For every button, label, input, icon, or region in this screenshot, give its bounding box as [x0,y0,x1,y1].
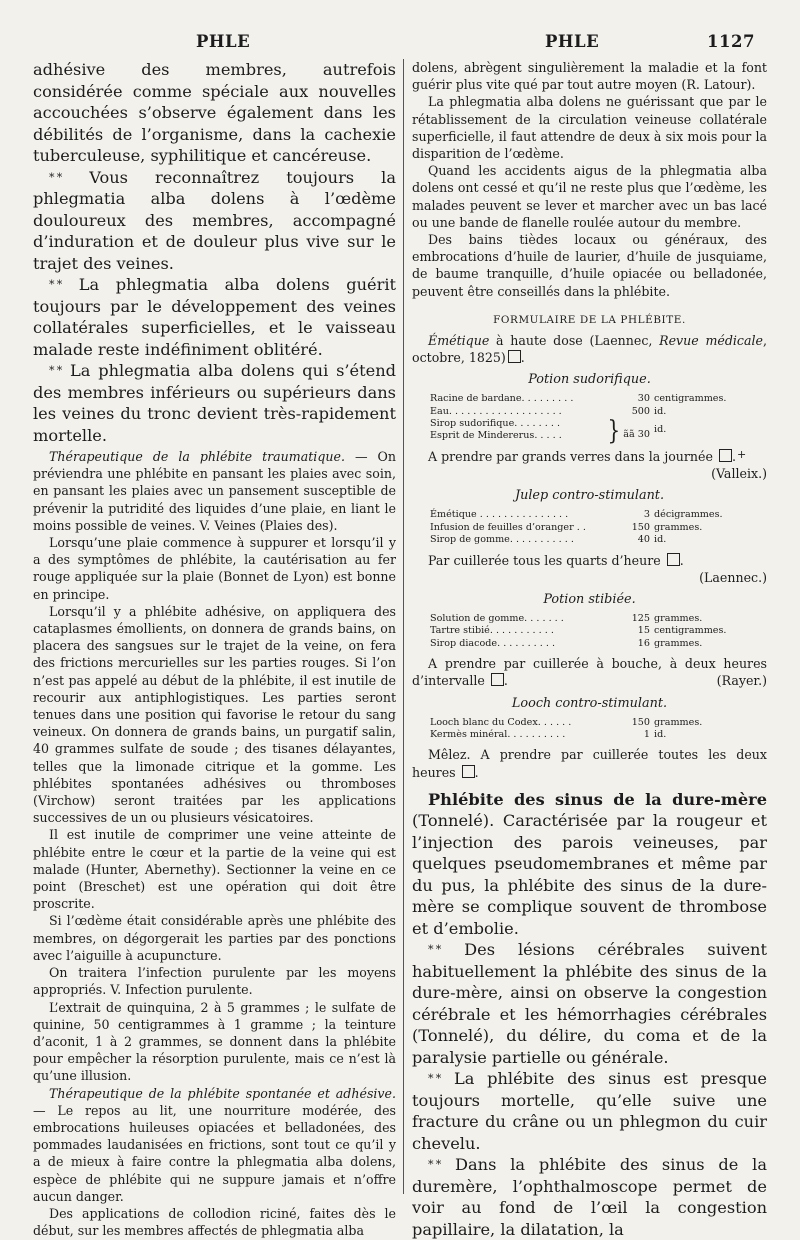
paragraph: adhésive des membres, autrefois considérée comme spéciale aux nouvelles accouchées s’observe également dans les débilités de l’organisme, dans la cachexie tuberculeuse, syphilitique et cancéreuse. [33,60,396,165]
right-column [412,59,767,1240]
paragraph: Thérapeutique de la phlébite traumatique. — On préviendra une phlébite en pansant les plaies avec soin, en pansant les plaies avec un pansement susceptible de prévenir la putridité des liquides d’une plaie, en liant le moins possible de veines. V. Veines (Plaies des). [33,449,396,533]
recipe-row: Esprit de Mindererus. . . . . [430,430,562,442]
paragraph: Lorsqu’il y a phlébite adhésive, on appliquera des cataplasmes émollients, on donnera de grands bains, on placera des sangsues sur le trajet de la veine, on fera des frictions mercurielles sur les parties rouges. Si l’on n’est pas appelé au début de la phlébite, il est inutile de recourir aux antiphlogistiques. Les parties seront tenues dans une position qui favorise le retour du sang veineux. On donnera de grands bains, un purgatif salin, 40 grammes sulfate de soude ; des tisanes délayantes, telles que la limonade citrique et la gomme. Les phlébites spontanées adhésives ou thromboses (Virchow) seront traitées par les applications successives de un ou plusieurs vésicatoires. [33,603,396,826]
formulary-heading: FORMULAIRE DE LA PHLÉBITE. [493,313,686,326]
paragraph: La phlegmatia alba dolens ne guérissant que par le rétablissement de la circulation veineuse collatérale superficielle, il faut attendre de deux à six mois pour la disparition de l’œdème. [412,94,767,162]
paragraph: * * Des lésions cérébrales suivent habituellement la phlébite des sinus de la dure-mère, ainsi on observe la congestion cérébrale et les hémorrhagies cérébrales (Tonnelé), du délire, du coma et de la paralysie partielle ou générale. [412,940,767,1067]
right-large-text [412,789,767,1240]
paragraph: * * Vous reconnaîtrez toujours la phlegmatia alba dolens à l’œdème douloureux des membres, accompagné d’induration et de douleur plus vive sur le trajet des veines. [33,167,396,273]
paragraph: Des bains tièdes locaux ou généraux, des embrocations d’huile de laurier, d’huile de jusquiame, de baume tranquille, d’huile opiacée ou belladonée, peuvent être conseillés dans la phlébite. [412,232,767,299]
recipe-row: Looch blanc du Codex. . . . . . 150 grammes. [430,716,703,728]
paragraph: * * La phlegmatia alba dolens qui s’étend des membres inférieurs ou supérieurs dans les veines du tronc devient très-rapidement mortelle. [33,361,396,445]
paragraph: Lorsqu’une plaie commence à suppurer et lorsqu’il y a des symptômes de phlébite, la cautérisation au fer rouge appliquée sur la plaie (Bonnet de Lyon) est bonne en principe. [33,535,396,602]
checkbox-glyph [462,765,475,778]
checkbox-glyph [508,350,521,363]
citation: (Valleix.) [711,466,767,482]
left-large-text [33,59,396,446]
asterism: * * [428,1158,442,1172]
paragraph: * * La phlegmatia alba dolens guérit toujours par le développement des veines collatérales superficielles, et le vaisseau malade reste indéfiniment oblitéré. [33,275,396,359]
plus-box-glyph [719,449,732,462]
recipe-row: Sirop diacode. . . . . . . . . . 16 grammes. [430,637,703,649]
paragraph: On traitera l’infection purulente par les moyens appropriés. V. Infection purulente. [33,965,396,998]
right-small-text [412,59,767,781]
recipe-row: Eau. . . . . . . . . . . . . . . . . . . 500 id. [430,405,667,417]
checkbox-glyph [667,553,680,566]
recipe-table [430,509,750,546]
column-divider [403,59,404,1194]
running-head [0,32,800,56]
recipe-table [430,717,750,742]
recipe-title: Looch contro-stimulant. [511,695,668,711]
paragraph: dolens, abrègent singulièrement la maladie et la font guérir plus vite qué par tout autre moyen (R. Latour). [412,60,767,93]
citation: (Laennec.) [699,569,767,585]
paragraph: Si l’œdème était considérable après une phlébite des membres, on dégorgerait les parties par des ponctions avec l’aiguille à acupuncture. [33,913,396,963]
recipe-row: Sirop de gomme. . . . . . . . . . . 40 id. [430,534,667,546]
asterism: * * [49,278,63,291]
paragraph: * * La phlébite des sinus est presque toujours mortelle, qu’elle suive une fracture du crâne ou un phlegmon du cuir chevelu. [412,1069,767,1153]
section-title: Thérapeutique de la phlébite traumatique. [49,449,345,464]
paragraph: Phlébite des sinus de la dure-mère (Tonnelé). Caractérisée par la rougeur et l’injection des parois veineuses, par quelques pseudomembranes et même par du pus, la phlébite des sinus de la dure-mère se complique souvent de thrombose et d’embolie. [412,789,767,938]
paragraph: A prendre par cuillerée à bouche, à deux heures d’intervalle . (Rayer.) [412,656,767,689]
recipe-row: Infusion de feuilles d’oranger . . 150 grammes. [430,521,703,533]
page-number: 1127 [707,32,755,51]
paragraph: A prendre par grands verres dans la journée + . [412,448,767,465]
checkbox-glyph [491,673,504,686]
paragraph: Quand les accidents aigus de la phlegmatia alba dolens ont cessé et qu’il ne reste plus que l’œdème, les malades peuvent se lever et marcher avec un bas lacé ou une bande de flanelle roulée autour du membre. [412,163,767,230]
paragraph: Par cuillerée tous les quarts d’heure . [428,552,684,568]
asterism: * * [428,1072,442,1086]
asterism: * * [49,170,63,184]
recipe-table [430,613,750,650]
paragraph: Des applications de collodion riciné, faites dès le début, sur les membres affectés de phlegmatia alba [33,1205,396,1239]
recipe-row: Émétique . . . . . . . . . . . . . . . 3 décigrammes. [430,509,723,521]
asterism: * * [428,943,442,957]
recipe-row: Racine de bardane. . . . . . . . . 30 centigrammes. [430,393,727,405]
left-column [33,59,396,1239]
section-title: Thérapeutique de la phlébite spontanée et adhésive. [49,1085,396,1101]
recipe-row: Sirop sudorifique. . . . . . . . } ãã 30 id. [430,414,667,446]
header-right-title: PHLE [545,32,600,51]
recipe-row: Kermès minéral. . . . . . . . . . 1 id. [430,728,667,740]
recipe-table [430,393,750,446]
paragraph: L’extrait de quinquina, 2 à 5 grammes ; le sulfate de quinine, 50 centigrammes à 1 gramme ; la teinture d’aconit, 1 à 2 grammes, se donnent dans la phlébite pour empêcher la résorption purulente, mais ce n’est là qu’une illusion. [33,999,396,1084]
recipe-row: Tartre stibié. . . . . . . . . . . 15 centigrammes. [430,625,727,637]
paragraph: * * Dans la phlébite des sinus de la duremère, l’ophthalmoscope permet de voir au fond de l’œil la congestion papillaire, la dilatation, la [412,1155,767,1239]
section-heading: Phlébite des sinus de la dure-mère [428,789,767,809]
brace-glyph: } [607,414,621,446]
left-small-text [33,448,396,1239]
recipe-title: Potion stibiée. [543,591,636,607]
recipe-title: Julep contro-stimulant. [514,488,665,504]
paragraph: Thérapeutique de la phlébite spontanée et adhésive. — Le repos au lit, une nourriture modérée, des embrocations huileuses opiacées et belladonées, des pommades laudanisées en frictions, sont tout ce qu’il y a de mieux à faire contre la phlegmatia alba dolens, espèce de phlébite qui ne suppure jamais et n’offre aucun danger. [33,1085,396,1204]
citation: (Rayer.) [716,673,767,689]
paragraph: Il est inutile de comprimer une veine atteinte de phlébite entre le cœur et la partie de la veine qui est malade (Hunter, Abernethy). Sectionner la veine en ce point (Breschet) est une opération qui doit être proscrite. [33,827,396,912]
paragraph: Émétique à haute dose (Laennec, Revue médicale, octobre, 1825) . [412,332,767,366]
asterism: * * [49,364,63,377]
recipe-title: Potion sudorifique. [528,372,651,388]
paragraph: Mêlez. A prendre par cuillerée toutes les deux heures . [412,747,767,780]
header-left-title: PHLE [196,32,251,51]
recipe-row: Solution de gomme. . . . . . . 125 grammes. [430,612,703,624]
